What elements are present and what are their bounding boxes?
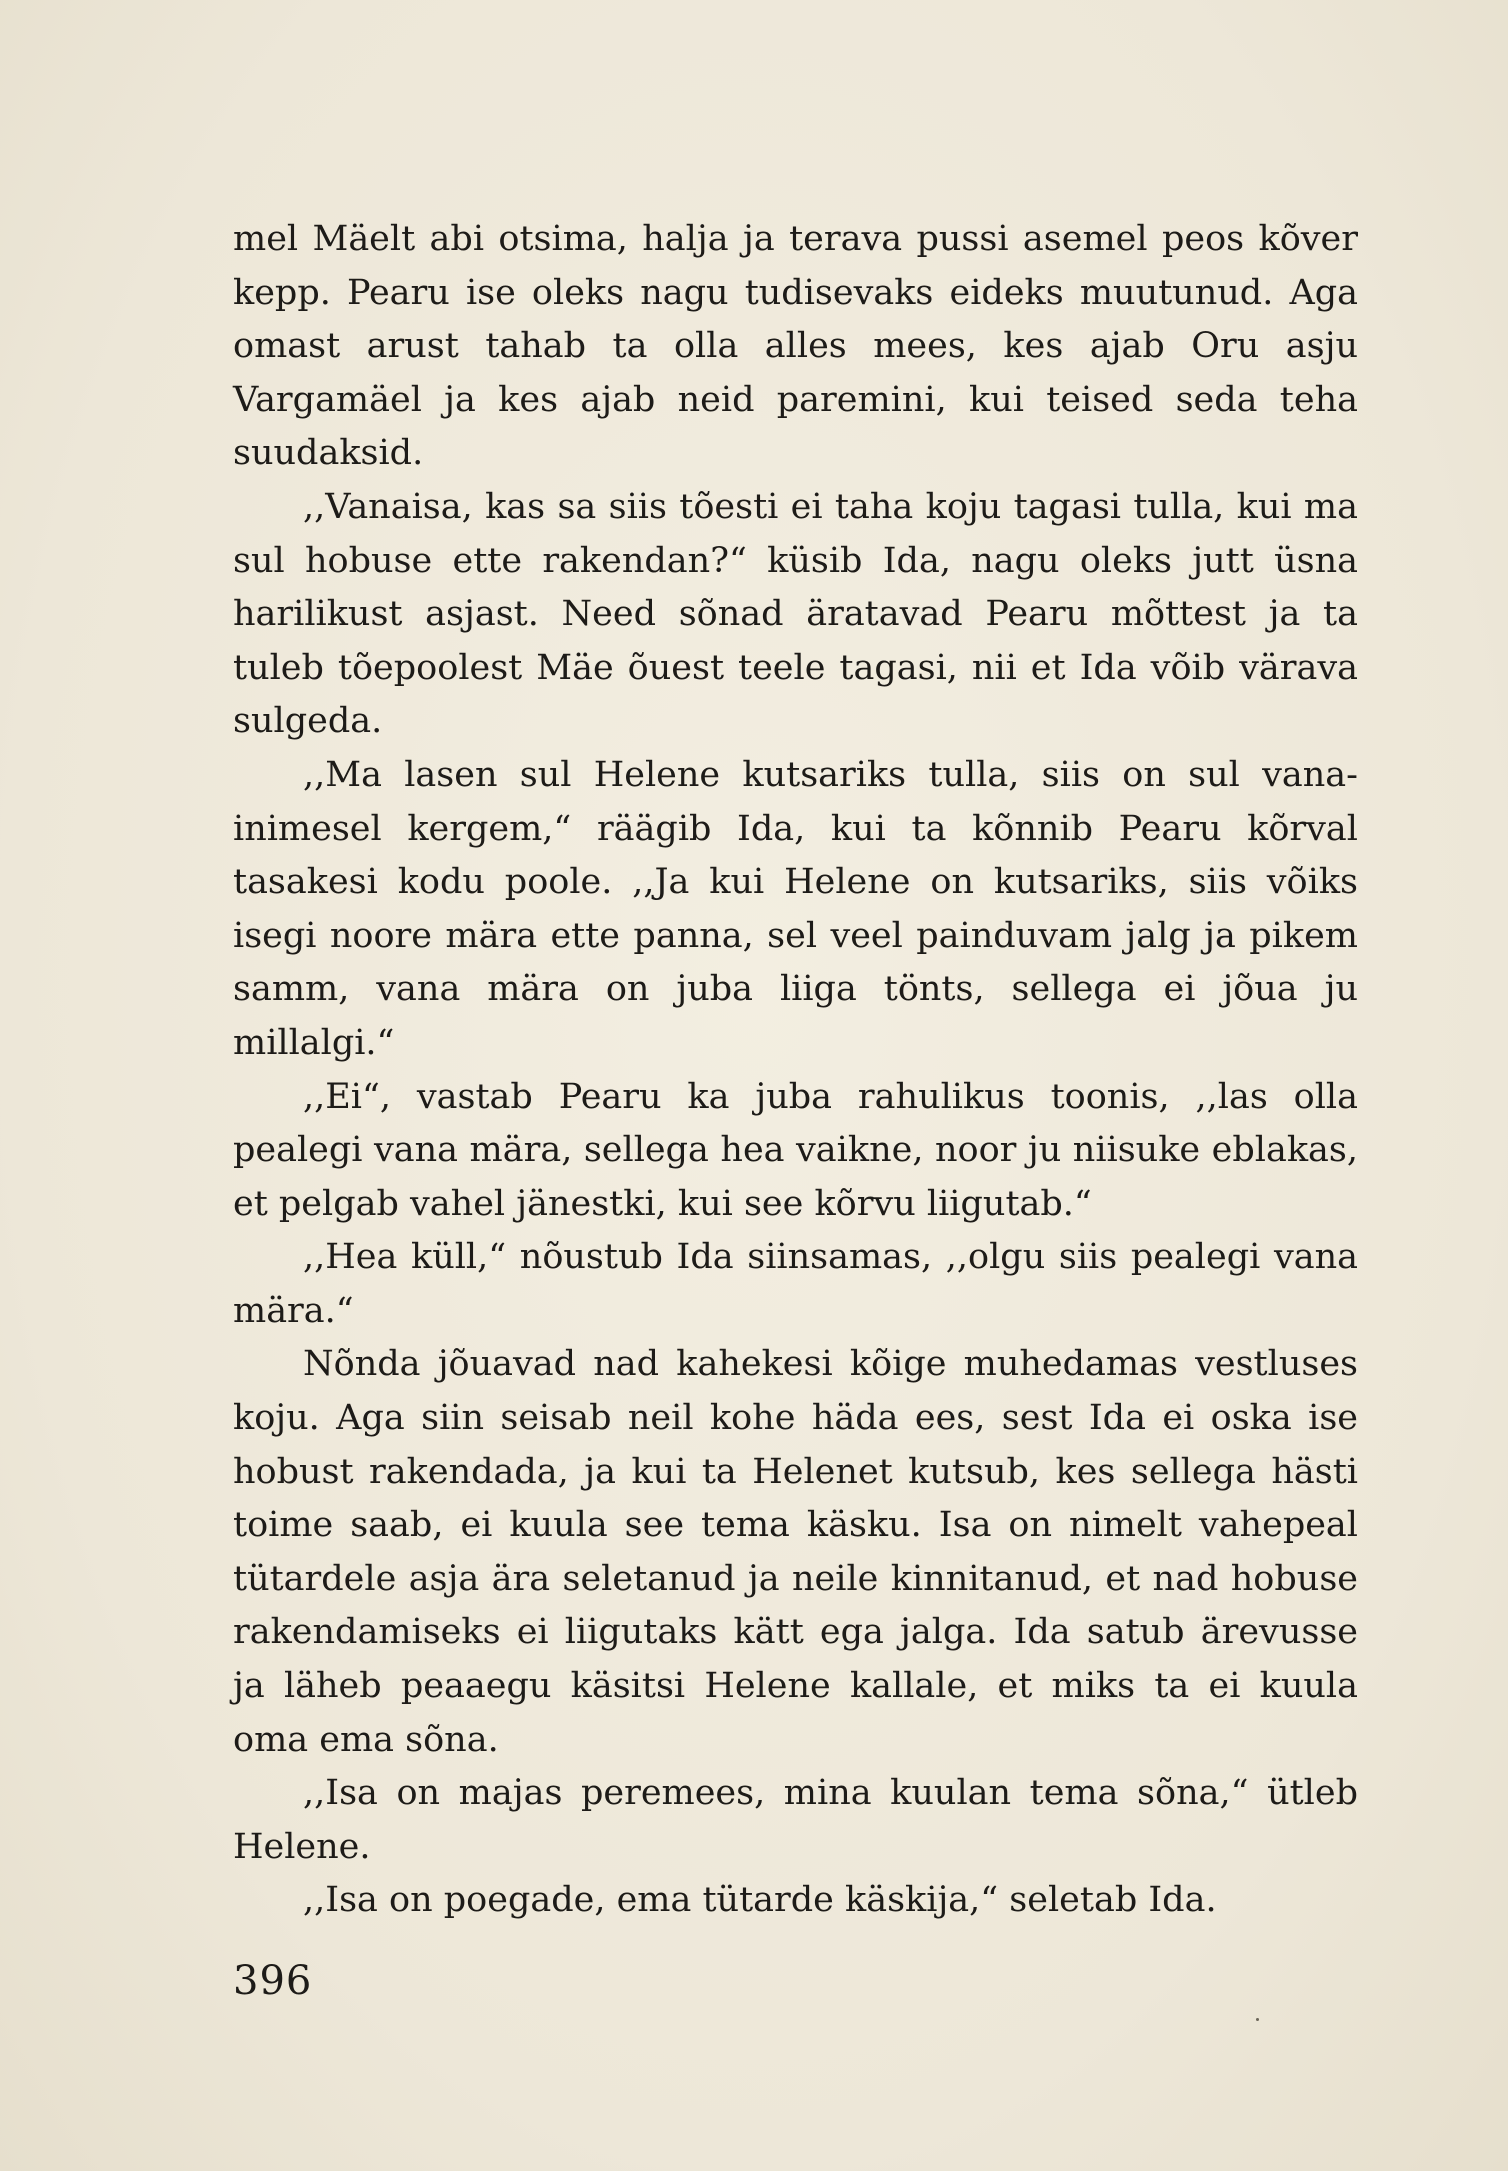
- paper-speck: [1256, 2018, 1259, 2021]
- page-number: 396: [233, 1958, 313, 2004]
- paragraph-2: ,,Vanaisa, kas sa siis tõesti ei taha koju tagasi tulla, kui ma sul hobuse ette rakendan?“ küsib Ida, nagu oleks jutt üsna harilikust asjast. Need sõnad äratavad Pearu mõttest ja ta tuleb tõepoolest Mäe õuest teele tagasi, nii et Ida võib värava sulgeda.: [233, 486, 1358, 742]
- paragraph-6: Nõnda jõuavad nad kahekesi kõige muhedamas vestluses koju. Aga siin seisab neil kohe häda ees, sest Ida ei oska ise hobust rakendada, ja kui ta Helenet kutsub, kes sellega hästi toime saab, ei kuula see tema käsku. Isa on nimelt vahepeal tütardele asja ära seletanud ja neile kinnitanud, et nad hobuse rakendamiseks ei liigutaks kätt ega jalga. Ida satub ärevusse ja läheb peaaegu käsitsi Helene kallale, et miks ta ei kuula oma ema sõna.: [233, 1344, 1358, 1760]
- paragraph-5: ,,Hea küll,“ nõustub Ida siinsamas, ,,olgu siis pealegi vana mära.“: [233, 1237, 1358, 1331]
- paragraph-8: ,,Isa on poegade, ema tütarde käskija,“ seletab Ida.: [303, 1880, 1217, 1921]
- body-text: [233, 213, 1358, 1928]
- paragraph-4: ,,Ei“, vastab Pearu ka juba rahulikus toonis, ,,las olla pealegi vana mära, sellega hea vaikne, noor ju niisuke eblakas, et pelgab vahel jänestki, kui see kõrvu liigutab.“: [233, 1076, 1358, 1224]
- paragraph-1: mel Mäelt abi otsima, halja ja terava pussi asemel peos kõver kepp. Pearu ise oleks nagu tudisevaks eideks muutunud. Aga omast arust tahab ta olla alles mees, kes ajab Oru asju Vargamäel ja kes ajab neid paremini, kui teised seda teha suudaksid.: [233, 219, 1358, 474]
- paragraph-3: ,,Ma lasen sul Helene kutsariks tulla, siis on sul vanainimesel kergem,“ räägib Ida, kui ta kõnnib Pearu kõrval tasakesi kodu poole. ,,Ja kui Helene on kutsariks, siis võiks isegi noore mära ette panna, sel veel painduvam jalg ja pikem samm, vana mära on juba liiga tönts, sellega ei jõua ju millalgi.“: [233, 754, 1358, 1063]
- paragraph-7: ,,Isa on majas peremees, mina kuulan tema sõna,“ ütleb Helene.: [233, 1773, 1358, 1867]
